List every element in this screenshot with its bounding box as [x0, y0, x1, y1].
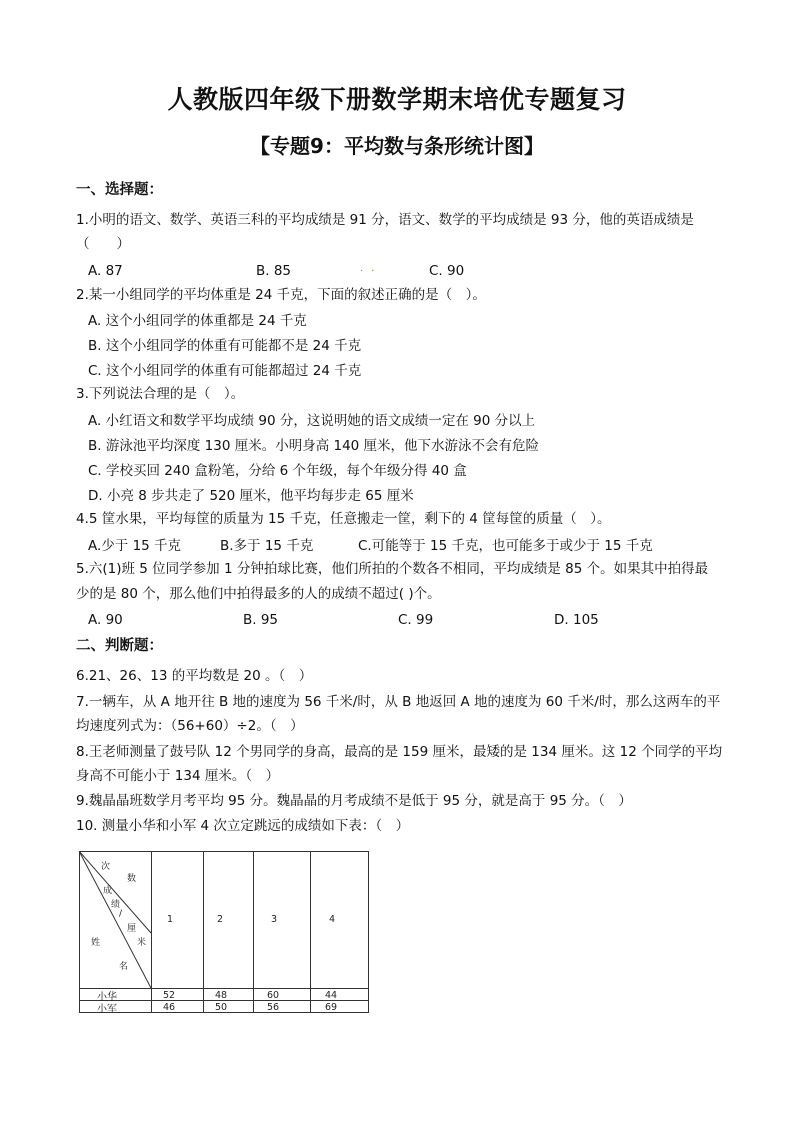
header-diag-char: 米 — [137, 938, 147, 948]
question-7-line2: 均速度列式为：（56+60）÷2。（ ） — [76, 718, 304, 734]
section-heading-judge: 二、判断题： — [76, 638, 163, 654]
column-header-2: 2 — [217, 914, 224, 925]
question-10: 10. 测量小华和小军 4 次立定跳远的成绩如下表：（ ） — [76, 818, 410, 834]
header-diag-char: 姓 — [91, 938, 101, 948]
q5-option-b[interactable]: B. 95 — [243, 612, 279, 628]
q1-option-b[interactable]: B. 85 — [256, 263, 292, 279]
q1-option-c[interactable]: C. 90 — [429, 263, 465, 279]
q2-option-c[interactable]: C. 这个小组同学的体重有可能都超过 24 千克 — [88, 363, 362, 379]
table-cell: 56 — [267, 1002, 280, 1013]
q3-option-a[interactable]: A. 小红语文和数学平均成绩 90 分，这说明她的语文成绩一定在 90 分以上 — [88, 413, 536, 429]
q3-option-d[interactable]: D. 小亮 8 步共走了 520 厘米，他平均每步走 65 厘米 — [88, 488, 414, 504]
page-subtitle: 【专题9：平均数与条形统计图】 — [250, 134, 544, 158]
table-cell: 60 — [267, 990, 280, 1001]
question-5-line2: 少的是 80 个，那么他们中拍得最多的人的成绩不超过( )个。 — [76, 586, 441, 602]
column-header-3: 3 — [271, 914, 278, 925]
jump-score-table — [79, 851, 369, 1013]
table-cell: 46 — [163, 1002, 176, 1013]
header-diag-char: 成 — [103, 886, 113, 896]
header-diag-char: 数 — [127, 874, 137, 884]
table-cell: 50 — [215, 1002, 228, 1013]
section-heading-choice: 一、选择题： — [76, 182, 163, 198]
q5-option-d[interactable]: D. 105 — [554, 612, 599, 628]
question-6: 6.21、26、13 的平均数是 20 。（ ） — [76, 668, 313, 684]
question-1-line1: 1.小明的语文、数学、英语三科的平均成绩是 91 分，语文、数学的平均成绩是 93 分，他的英语成绩是 — [76, 212, 694, 228]
q4-option-b[interactable]: B.多于 15 千克 — [220, 538, 314, 554]
question-7-line1: 7.一辆车，从 A 地开往 B 地的速度为 56 千米/时，从 B 地返回 A 地的速度为 60 千米/时，那么这两车的平 — [76, 694, 721, 710]
q3-option-c[interactable]: C. 学校买回 240 盒粉笔，分给 6 个年级，每个年级分得 40 盒 — [88, 463, 467, 479]
header-diag-char: / — [119, 909, 123, 919]
header-diag-char: 次 — [101, 862, 111, 872]
table-cell: 48 — [215, 990, 228, 1001]
question-8-line1: 8.王老师测量了鼓号队 12 个男同学的身高，最高的是 159 厘米，最矮的是 134 厘米。这 12 个同学的平均 — [76, 744, 723, 760]
stray-dots: ·· — [360, 266, 383, 277]
header-diag-char: 厘 — [127, 924, 137, 934]
q1-option-a[interactable]: A. 87 — [88, 263, 123, 279]
q5-option-a[interactable]: A. 90 — [88, 612, 123, 628]
q4-option-c[interactable]: C.可能等于 15 千克，也可能多于或少于 15 千克 — [358, 538, 653, 554]
table-cell: 44 — [325, 990, 338, 1001]
row-name-xiaojun: 小军 — [97, 1004, 117, 1015]
table-grid — [79, 851, 369, 1013]
question-4: 4.5 筐水果，平均每筐的质量为 15 千克，任意搬走一筐，剩下的 4 筐每筐的质量（ ）。 — [76, 511, 611, 527]
question-8-line2: 身高不可能小于 134 厘米。（ ） — [76, 768, 280, 784]
header-diag-char: 绩 — [111, 900, 121, 910]
question-1-line2: （ ） — [76, 236, 130, 252]
question-5-line1: 5.六(1)班 5 位同学参加 1 分钟拍球比赛，他们所拍的个数各不相同，平均成绩是 85 个。如果其中拍得最 — [76, 561, 709, 577]
question-3: 3.下列说法合理的是（ ）。 — [76, 386, 245, 402]
q4-option-a[interactable]: A.少于 15 千克 — [88, 538, 182, 554]
row-name-xiaohua: 小华 — [97, 992, 117, 1003]
page-title: 人教版四年级下册数学期末培优专题复习 — [167, 85, 627, 114]
q5-option-c[interactable]: C. 99 — [398, 612, 434, 628]
q2-option-a[interactable]: A. 这个小组同学的体重都是 24 千克 — [88, 313, 307, 329]
q3-option-b[interactable]: B. 游泳池平均深度 130 厘米。小明身高 140 厘米，他下水游泳不会有危险 — [88, 438, 540, 454]
header-diag-char: 名 — [119, 962, 129, 972]
table-cell: 52 — [163, 990, 176, 1001]
column-header-4: 4 — [329, 914, 336, 925]
column-header-1: 1 — [167, 914, 174, 925]
table-cell: 69 — [325, 1002, 338, 1013]
question-2: 2.某一小组同学的平均体重是 24 千克，下面的叙述正确的是（ ）。 — [76, 287, 486, 303]
q2-option-b[interactable]: B. 这个小组同学的体重有可能都不是 24 千克 — [88, 338, 362, 354]
question-9: 9.魏晶晶班数学月考平均 95 分。魏晶晶的月考成绩不是低于 95 分，就是高于 95 分。（ ） — [76, 793, 632, 809]
